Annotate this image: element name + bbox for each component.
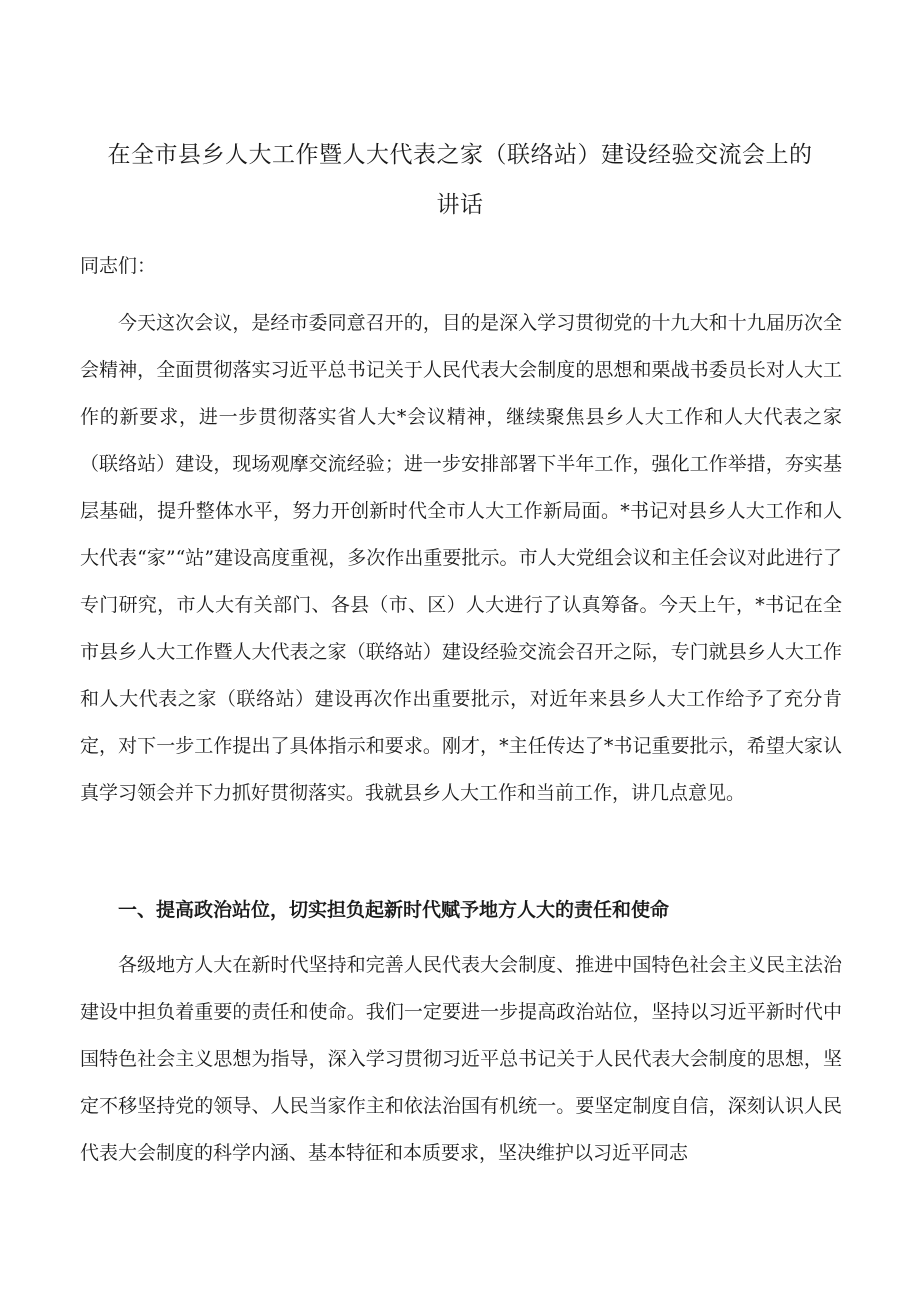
document-title-line-1: 在全市县乡人大工作暨人大代表之家（联络站）建设经验交流会上的 — [107, 142, 813, 168]
salutation: 同志们： — [80, 255, 157, 277]
intro-paragraph: 今天这次会议，是经市委同意召开的，目的是深入学习贯彻党的十九大和十九届历次全会精神，全面贯彻落实习近平总书记关于人民代表大会制度的思想和栗战书委员长对人大工作的新要求，进一步贯彻落实省人大*会议精神，继续聚焦县乡人大工作和人大代表之家（联络站）建设，现场观摩交流经验；进一步安排部署下半年工作，强化工作举措，夯实基层基础，提升整体水平，努力开创新时代全市人大工作新局面。*书记对县乡人大工作和人大代表“家”“站”建设高度重视，多次作出重要批示。市人大党组会议和主任会议对此进行了专门研究，市人大有关部门、各县（市、区）人大进行了认真筹备。今天上午，*书记在全市县乡人大工作暨人大代表之家（联络站）建设经验交流会召开之际，专门就县乡人大工作和人大代表之家（联络站）建设再次作出重要批示，对近年来县乡人大工作给予了充分肯定，对下一步工作提出了具体指示和要求。刚才，*主任传达了*书记重要批示，希望大家认真学习领会并下力抓好贯彻落实。我就县乡人大工作和当前工作，讲几点意见。 — [80, 312, 842, 804]
document-title-line-2: 讲话 — [436, 192, 484, 218]
section-heading-1: 一、提高政治站位，切实担负起新时代赋予地方人大的责任和使命 — [118, 899, 670, 921]
section-1-paragraph: 各级地方人大在新时代坚持和完善人民代表大会制度、推进中国特色社会主义民主法治建设中担负着重要的责任和使命。我们一定要进一步提高政治站位，坚持以习近平新时代中国特色社会主义思想为指导，深入学习贯彻习近平总书记关于人民代表大会制度的思想，坚定不移坚持党的领导、人民当家作主和依法治国有机统一。要坚定制度自信，深刻认识人民代表大会制度的科学内涵、基本特征和本质要求，坚决维护以习近平同志 — [80, 954, 842, 1164]
